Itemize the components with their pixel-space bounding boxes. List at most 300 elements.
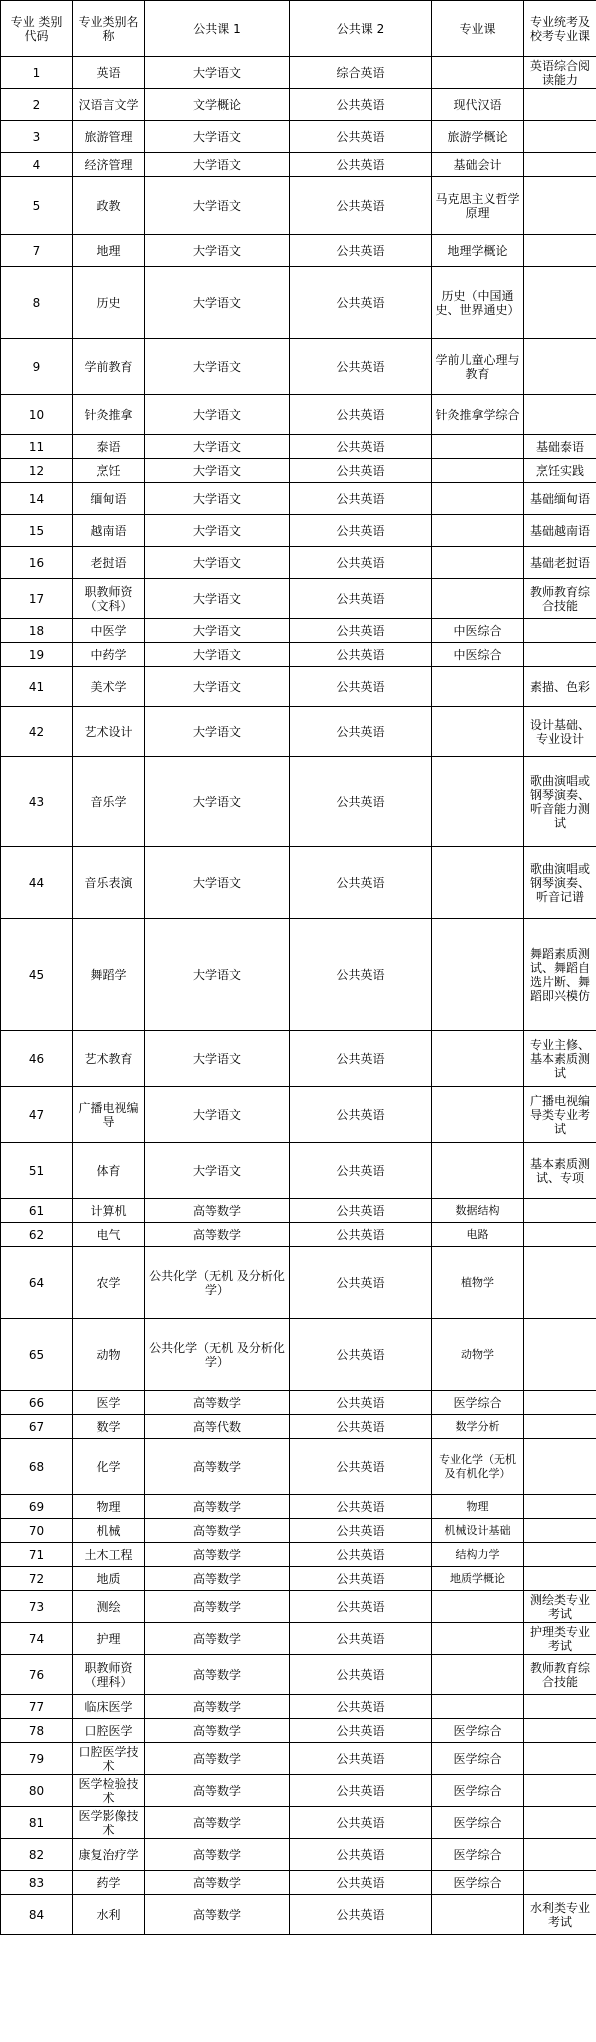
cell-major [432,1623,524,1655]
cell-exam [524,1567,596,1591]
cell-name: 经济管理 [73,153,145,177]
cell-course2: 公共英语 [290,579,432,619]
table-row [1,339,596,395]
cell-exam [524,1543,596,1567]
cell-major: 专业化学（无机及有机化学） [432,1439,524,1495]
cell-course2: 公共英语 [290,267,432,339]
cell-code: 72 [1,1567,73,1591]
cell-code: 82 [1,1839,73,1871]
cell-course1: 大学语文 [145,919,290,1031]
table-row [1,1623,596,1655]
cell-course1: 大学语文 [145,121,290,153]
cell-exam: 基础缅甸语 [524,483,596,515]
cell-name: 地质 [73,1567,145,1591]
cell-course1: 大学语文 [145,177,290,235]
table-row [1,1743,596,1775]
cell-code: 12 [1,459,73,483]
cell-exam [524,1319,596,1391]
cell-course2: 综合英语 [290,57,432,89]
cell-major: 基础会计 [432,153,524,177]
cell-course2: 公共英语 [290,1695,432,1719]
cell-code: 62 [1,1223,73,1247]
table-row [1,667,596,707]
table-row [1,177,596,235]
cell-major [432,579,524,619]
cell-major [432,1591,524,1623]
cell-name: 中药学 [73,643,145,667]
cell-major [432,707,524,757]
cell-major [432,435,524,459]
cell-exam: 基础泰语 [524,435,596,459]
cell-code: 42 [1,707,73,757]
cell-exam [524,1871,596,1895]
cell-major: 地理学概论 [432,235,524,267]
cell-name: 机械 [73,1519,145,1543]
cell-name: 老挝语 [73,547,145,579]
table-row [1,1199,596,1223]
cell-name: 泰语 [73,435,145,459]
cell-course2: 公共英语 [290,483,432,515]
cell-exam [524,1743,596,1775]
table-row [1,1415,596,1439]
cell-major [432,1695,524,1719]
cell-name: 护理 [73,1623,145,1655]
header-course1: 公共课 1 [145,1,290,57]
cell-code: 73 [1,1591,73,1623]
cell-code: 45 [1,919,73,1031]
cell-course1: 文学概论 [145,89,290,121]
cell-major [432,1895,524,1935]
cell-name: 艺术教育 [73,1031,145,1087]
table-row [1,1567,596,1591]
cell-course1: 大学语文 [145,1031,290,1087]
cell-code: 10 [1,395,73,435]
cell-course1: 高等数学 [145,1871,290,1895]
cell-code: 15 [1,515,73,547]
cell-name: 水利 [73,1895,145,1935]
cell-code: 19 [1,643,73,667]
cell-major [432,547,524,579]
cell-name: 广播电视编导 [73,1087,145,1143]
cell-code: 80 [1,1775,73,1807]
cell-name: 体育 [73,1143,145,1199]
cell-exam: 基础越南语 [524,515,596,547]
cell-major [432,459,524,483]
cell-major: 医学综合 [432,1807,524,1839]
table-row [1,1719,596,1743]
cell-name: 测绘 [73,1591,145,1623]
cell-course2: 公共英语 [290,153,432,177]
cell-course2: 公共英语 [290,435,432,459]
cell-exam: 舞蹈素质测试、舞蹈自选片断、舞蹈即兴模仿 [524,919,596,1031]
cell-name: 政教 [73,177,145,235]
cell-code: 79 [1,1743,73,1775]
cell-code: 46 [1,1031,73,1087]
cell-name: 化学 [73,1439,145,1495]
cell-course1: 大学语文 [145,395,290,435]
cell-major [432,757,524,847]
cell-exam: 烹饪实践 [524,459,596,483]
cell-course1: 高等数学 [145,1895,290,1935]
cell-course1: 高等数学 [145,1495,290,1519]
cell-exam: 教师教育综合技能 [524,579,596,619]
table-row [1,515,596,547]
cell-course2: 公共英语 [290,1743,432,1775]
table-row [1,1895,596,1935]
cell-course1: 大学语文 [145,57,290,89]
cell-exam [524,121,596,153]
cell-major: 马克思主义哲学原理 [432,177,524,235]
cell-course2: 公共英语 [290,619,432,643]
table-row [1,1655,596,1695]
cell-code: 9 [1,339,73,395]
cell-course1: 大学语文 [145,235,290,267]
cell-code: 71 [1,1543,73,1567]
cell-course1: 高等数学 [145,1655,290,1695]
cell-name: 中医学 [73,619,145,643]
cell-major: 中医综合 [432,619,524,643]
cell-course2: 公共英语 [290,515,432,547]
cell-course2: 公共英语 [290,1719,432,1743]
cell-course2: 公共英语 [290,1199,432,1223]
cell-major: 动物学 [432,1319,524,1391]
cell-major: 医学综合 [432,1719,524,1743]
cell-name: 药学 [73,1871,145,1895]
cell-major: 现代汉语 [432,89,524,121]
cell-name: 医学检验技术 [73,1775,145,1807]
cell-code: 7 [1,235,73,267]
cell-code: 74 [1,1623,73,1655]
cell-major: 旅游学概论 [432,121,524,153]
cell-course2: 公共英语 [290,847,432,919]
header-major: 专业课 [432,1,524,57]
cell-major: 机械设计基础 [432,1519,524,1543]
cell-course1: 大学语文 [145,757,290,847]
cell-name: 口腔医学 [73,1719,145,1743]
cell-major [432,483,524,515]
cell-course2: 公共英语 [290,1895,432,1935]
cell-major: 地质学概论 [432,1567,524,1591]
cell-course1: 高等数学 [145,1591,290,1623]
header-row [1,1,596,57]
cell-exam [524,89,596,121]
cell-course2: 公共英语 [290,1839,432,1871]
cell-course1: 高等数学 [145,1839,290,1871]
cell-course2: 公共英语 [290,121,432,153]
cell-code: 1 [1,57,73,89]
cell-major: 历史（中国通史、世界通史） [432,267,524,339]
table-row [1,435,596,459]
cell-course1: 高等数学 [145,1695,290,1719]
header-name: 专业类别名称 [73,1,145,57]
cell-name: 职教师资（理科） [73,1655,145,1695]
cell-name: 音乐表演 [73,847,145,919]
cell-course2: 公共英语 [290,1567,432,1591]
cell-code: 8 [1,267,73,339]
cell-code: 4 [1,153,73,177]
cell-code: 2 [1,89,73,121]
table-row [1,1695,596,1719]
cell-exam: 专业主修、基本素质测试 [524,1031,596,1087]
cell-course2: 公共英语 [290,707,432,757]
cell-course1: 大学语文 [145,267,290,339]
cell-code: 47 [1,1087,73,1143]
cell-code: 84 [1,1895,73,1935]
cell-exam: 水利类专业考试 [524,1895,596,1935]
cell-name: 历史 [73,267,145,339]
cell-code: 14 [1,483,73,515]
cell-course1: 高等数学 [145,1391,290,1415]
table-row [1,919,596,1031]
cell-code: 11 [1,435,73,459]
cell-course1: 大学语文 [145,547,290,579]
cell-course1: 大学语文 [145,1143,290,1199]
cell-course2: 公共英语 [290,1223,432,1247]
cell-name: 医学影像技术 [73,1807,145,1839]
cell-name: 学前教育 [73,339,145,395]
cell-name: 艺术设计 [73,707,145,757]
cell-course1: 大学语文 [145,707,290,757]
cell-name: 物理 [73,1495,145,1519]
cell-major: 结构力学 [432,1543,524,1567]
cell-course2: 公共英语 [290,1807,432,1839]
cell-course2: 公共英语 [290,1655,432,1695]
cell-course1: 公共化学（无机 及分析化学） [145,1319,290,1391]
cell-name: 电气 [73,1223,145,1247]
table-row [1,579,596,619]
cell-exam [524,1775,596,1807]
cell-name: 美术学 [73,667,145,707]
cell-code: 41 [1,667,73,707]
cell-course2: 公共英语 [290,235,432,267]
table-row [1,1543,596,1567]
cell-code: 65 [1,1319,73,1391]
cell-course2: 公共英语 [290,919,432,1031]
cell-course2: 公共英语 [290,643,432,667]
table-row [1,1495,596,1519]
cell-code: 61 [1,1199,73,1223]
cell-course2: 公共英语 [290,1591,432,1623]
cell-name: 土木工程 [73,1543,145,1567]
table-row [1,1775,596,1807]
cell-exam [524,1391,596,1415]
cell-exam [524,339,596,395]
cell-exam [524,395,596,435]
cell-name: 医学 [73,1391,145,1415]
cell-course2: 公共英语 [290,339,432,395]
cell-course2: 公共英语 [290,89,432,121]
cell-exam [524,267,596,339]
cell-course1: 大学语文 [145,459,290,483]
cell-course1: 高等数学 [145,1743,290,1775]
table-row [1,235,596,267]
cell-exam: 歌曲演唱或钢琴演奏、听音记谱 [524,847,596,919]
table-row [1,643,596,667]
cell-course2: 公共英语 [290,1519,432,1543]
cell-exam [524,1719,596,1743]
table-row [1,1143,596,1199]
cell-course2: 公共英语 [290,1439,432,1495]
table-row [1,57,596,89]
cell-exam [524,1439,596,1495]
cell-course1: 高等数学 [145,1623,290,1655]
cell-course1: 大学语文 [145,667,290,707]
cell-name: 临床医学 [73,1695,145,1719]
cell-code: 5 [1,177,73,235]
cell-code: 81 [1,1807,73,1839]
cell-name: 口腔医学技术 [73,1743,145,1775]
cell-exam: 素描、色彩 [524,667,596,707]
table-row [1,1087,596,1143]
cell-course1: 高等数学 [145,1807,290,1839]
cell-major [432,1031,524,1087]
table-row [1,1839,596,1871]
cell-course1: 高等代数 [145,1415,290,1439]
cell-name: 康复治疗学 [73,1839,145,1871]
cell-course2: 公共英语 [290,1319,432,1391]
cell-major: 物理 [432,1495,524,1519]
cell-major: 医学综合 [432,1839,524,1871]
cell-major: 医学综合 [432,1743,524,1775]
cell-major: 医学综合 [432,1391,524,1415]
cell-major: 医学综合 [432,1775,524,1807]
cell-code: 78 [1,1719,73,1743]
cell-code: 68 [1,1439,73,1495]
cell-major: 数学分析 [432,1415,524,1439]
cell-name: 音乐学 [73,757,145,847]
table-row [1,1519,596,1543]
table-row [1,1247,596,1319]
cell-code: 18 [1,619,73,643]
cell-course2: 公共英语 [290,757,432,847]
table-row [1,1591,596,1623]
cell-major [432,515,524,547]
table-row [1,89,596,121]
cell-course1: 大学语文 [145,483,290,515]
cell-course1: 大学语文 [145,339,290,395]
cell-name: 旅游管理 [73,121,145,153]
cell-major [432,919,524,1031]
cell-major: 针灸推拿学综合 [432,395,524,435]
cell-course2: 公共英语 [290,1623,432,1655]
cell-course2: 公共英语 [290,547,432,579]
cell-course1: 大学语文 [145,153,290,177]
table-body [1,1,596,1935]
cell-exam: 基本素质测试、专项 [524,1143,596,1199]
header-exam: 专业统考及校考专业课 [524,1,596,57]
cell-major [432,1655,524,1695]
cell-course2: 公共英语 [290,1031,432,1087]
cell-major [432,57,524,89]
cell-exam [524,235,596,267]
cell-exam [524,1839,596,1871]
cell-exam [524,1223,596,1247]
cell-course2: 公共英语 [290,459,432,483]
cell-course1: 高等数学 [145,1543,290,1567]
cell-course1: 大学语文 [145,515,290,547]
table-row [1,1439,596,1495]
cell-exam [524,1415,596,1439]
cell-course1: 公共化学（无机 及分析化学） [145,1247,290,1319]
cell-exam: 基础老挝语 [524,547,596,579]
cell-code: 43 [1,757,73,847]
cell-major [432,1087,524,1143]
cell-exam: 广播电视编导类专业考 试 [524,1087,596,1143]
cell-course2: 公共英语 [290,395,432,435]
cell-code: 70 [1,1519,73,1543]
cell-name: 越南语 [73,515,145,547]
cell-course2: 公共英语 [290,1775,432,1807]
cell-major: 植物学 [432,1247,524,1319]
table-row [1,1807,596,1839]
table-row [1,619,596,643]
cell-name: 地理 [73,235,145,267]
cell-exam: 英语综合阅读能力 [524,57,596,89]
cell-exam: 护理类专业考试 [524,1623,596,1655]
cell-code: 83 [1,1871,73,1895]
table-row [1,757,596,847]
cell-course1: 高等数学 [145,1775,290,1807]
cell-name: 数学 [73,1415,145,1439]
cell-major: 电路 [432,1223,524,1247]
cell-course2: 公共英语 [290,177,432,235]
cell-course1: 大学语文 [145,619,290,643]
cell-exam [524,1695,596,1719]
cell-course1: 大学语文 [145,847,290,919]
cell-exam [524,1247,596,1319]
table-row [1,459,596,483]
cell-exam [524,1519,596,1543]
cell-exam: 设计基础、专业设计 [524,707,596,757]
cell-name: 英语 [73,57,145,89]
table-row [1,153,596,177]
table-row [1,1223,596,1247]
cell-exam [524,1199,596,1223]
cell-exam: 教师教育综合技能 [524,1655,596,1695]
cell-major: 医学综合 [432,1871,524,1895]
cell-code: 66 [1,1391,73,1415]
table-row [1,395,596,435]
cell-name: 动物 [73,1319,145,1391]
cell-course2: 公共英语 [290,667,432,707]
cell-code: 44 [1,847,73,919]
cell-course1: 高等数学 [145,1567,290,1591]
table-row [1,121,596,153]
table-row [1,707,596,757]
cell-course1: 高等数学 [145,1223,290,1247]
cell-major [432,667,524,707]
cell-exam: 测绘类专业考试 [524,1591,596,1623]
cell-exam: 歌曲演唱或钢琴演奏、听音能力测试 [524,757,596,847]
cell-course2: 公共英语 [290,1495,432,1519]
cell-exam [524,153,596,177]
cell-code: 17 [1,579,73,619]
table-row [1,1391,596,1415]
cell-name: 职教师资（文科） [73,579,145,619]
cell-name: 计算机 [73,1199,145,1223]
cell-course1: 大学语文 [145,1087,290,1143]
table-row [1,1319,596,1391]
cell-code: 16 [1,547,73,579]
cell-course2: 公共英语 [290,1247,432,1319]
cell-exam [524,619,596,643]
cell-course1: 大学语文 [145,643,290,667]
cell-course2: 公共英语 [290,1087,432,1143]
header-course2: 公共课 2 [290,1,432,57]
cell-name: 农学 [73,1247,145,1319]
cell-exam [524,643,596,667]
table-row [1,547,596,579]
